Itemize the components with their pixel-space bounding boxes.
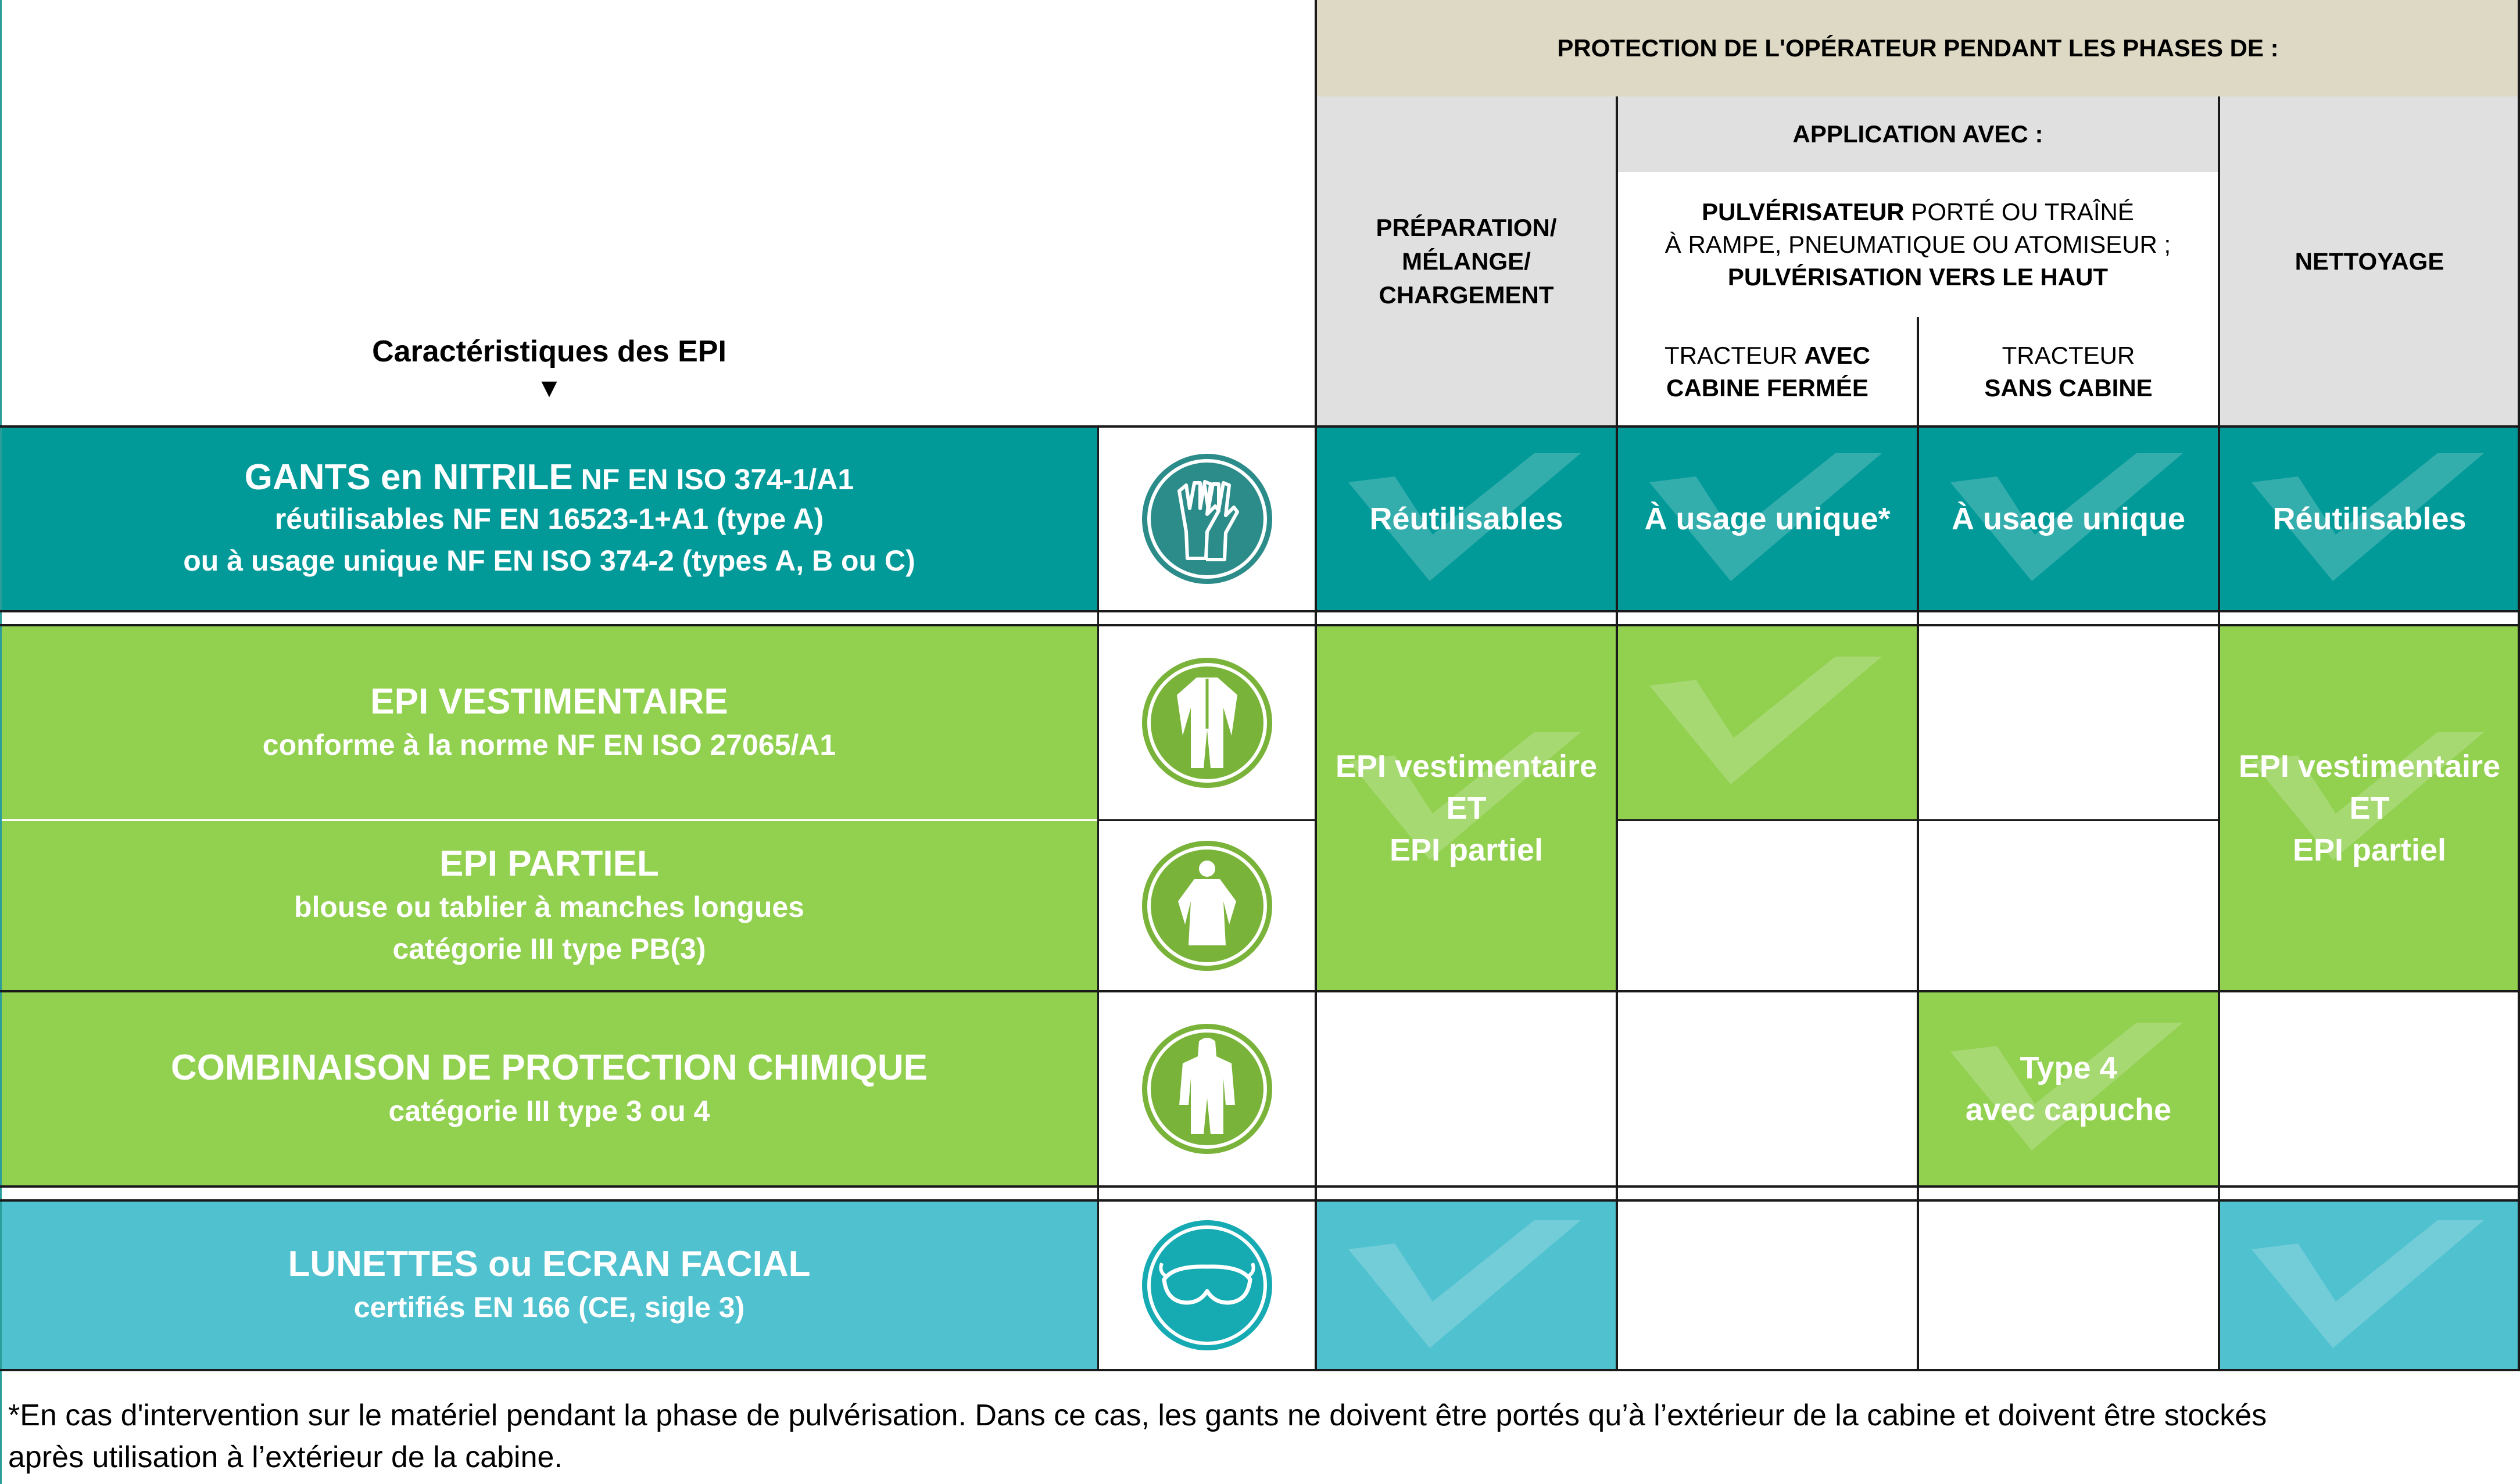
goggles-icon [1139, 1217, 1276, 1354]
grid-line [1315, 0, 1317, 1371]
vestimentaire-title-line-2: conforme à la norme NF EN ISO 27065/A1 [262, 729, 836, 761]
gants-tracteur-avec-text: À usage unique* [1644, 501, 1891, 536]
combinaison-icon-cell [1098, 991, 1316, 1187]
pulverisateur-line-1-bold: PULVÉRISATEUR [1702, 198, 1905, 225]
grid-line [0, 1199, 2520, 1202]
tracteur-avec-line-1 [1665, 339, 1870, 372]
gants-title-line-3: ou à usage unique NF EN ISO 374-2 (types A, B ou C) [183, 544, 915, 577]
combinaison-cell-line-1: Type 4 [2020, 1051, 2117, 1085]
merged-nettoyage-line-3: EPI partiel [2292, 833, 2447, 868]
lunettes-title-line-2: certifiés EN 166 (CE, sigle 3) [353, 1291, 745, 1324]
vestimentaire-icon-cell [1098, 625, 1316, 820]
gants-nettoyage-cell [2219, 426, 2520, 611]
merged-preparation-line-2: ET [1446, 791, 1487, 826]
preparation-line-2: MÉLANGE/ [1402, 248, 1531, 275]
top-banner-text: PROTECTION DE L'OPÉRATEUR PENDANT LES PHASES DE : [1557, 34, 2279, 62]
grid-line [2218, 96, 2220, 1371]
gants-title-norm: NF EN ISO 374-1/A1 [572, 463, 854, 496]
gants-preparation-cell [1316, 426, 1617, 611]
combinaison-title-line-1: COMBINAISON DE PROTECTION CHIMIQUE [170, 1048, 928, 1088]
merged-preparation-line-3: EPI partiel [1389, 833, 1544, 868]
grid-line [0, 1369, 2520, 1371]
nettoyage-text: NETTOYAGE [2295, 248, 2444, 275]
lunettes-title-line-1: LUNETTES ou ECRAN FACIAL [288, 1244, 811, 1284]
down-arrow-icon: ▼ [536, 372, 563, 403]
hooded-suit-icon [1139, 1020, 1276, 1157]
pulverisateur-line-2: À RAMPE, PNEUMATIQUE OU ATOMISEUR ; [1665, 231, 2171, 258]
caracteristiques-label [0, 322, 1098, 415]
tracteur-avec-line-2: CABINE FERMÉE [1666, 374, 1868, 402]
tracteur-avec-line-1-bold: AVEC [1804, 342, 1870, 369]
application-avec-text: APPLICATION AVEC : [1792, 120, 2043, 148]
tracteur-sans-header [1918, 317, 2219, 426]
top-banner [1316, 0, 2520, 96]
tracteur-sans-line-2: SANS CABINE [1984, 374, 2153, 402]
separator-line [0, 819, 1098, 821]
gants-nettoyage-text: Réutilisables [2272, 501, 2467, 536]
merged-nettoyage-cell [2219, 625, 2520, 991]
vestimentaire-title-line-1: EPI VESTIMENTAIRE [370, 682, 728, 722]
pulverisateur-line-3: PULVÉRISATION VERS LE HAUT [1727, 263, 2109, 291]
gants-title-big: GANTS en NITRILE [244, 457, 573, 497]
tracteur-sans-line-1: TRACTEUR [2002, 342, 2135, 369]
grid-line [1098, 819, 1316, 821]
nettoyage-header [2219, 96, 2520, 426]
gants-preparation-text: Réutilisables [1369, 501, 1563, 536]
footnote [8, 1395, 2507, 1478]
partiel-icon-cell [1098, 820, 1316, 991]
partiel-title-line-1: EPI PARTIEL [439, 844, 659, 884]
merged-preparation-cell [1316, 625, 1617, 991]
combinaison-sans-cabine-cell [1918, 991, 2219, 1187]
tracteur-avec-header [1617, 317, 1918, 426]
merged-nettoyage-line-2: ET [2349, 791, 2390, 826]
application-avec-header [1617, 96, 2219, 172]
grid-line [0, 990, 2520, 992]
tracteur-avec-line-1-normal: TRACTEUR [1665, 342, 1805, 369]
partiel-title-line-2: blouse ou tablier à manches longues [294, 891, 804, 923]
lunettes-prep-bg [1316, 1200, 1617, 1370]
footnote-line-2: après utilisation à l’extérieur de la cabine. [8, 1440, 563, 1474]
grid-line [2518, 0, 2520, 1371]
lunettes-nettoyage-bg [2219, 1200, 2520, 1370]
grid-line [0, 1185, 2520, 1188]
vest-tracteur-avec-bg [1617, 625, 1918, 820]
caracteristiques-text: Caractéristiques des EPI [372, 335, 726, 368]
grid-line [0, 0, 2, 1484]
gants-tracteur-sans-cell [1918, 426, 2219, 611]
preparation-header [1316, 96, 1617, 426]
pulverisateur-line-1-rest: PORTÉ OU TRAÎNÉ [1904, 198, 2134, 225]
lunettes-title [0, 1200, 1098, 1370]
grid-line [1617, 819, 2219, 821]
footnote-line-1: *En cas d'intervention sur le matériel pendant la phase de pulvérisation. Dans ce cas, les gants ne doivent être portés qu’à l’extérieur de la cabine et doivent être stockés [8, 1399, 2267, 1432]
vestimentaire-title [0, 625, 1098, 820]
lunettes-icon-cell [1098, 1200, 1316, 1370]
grid-line [1616, 96, 1618, 1371]
grid-line [0, 610, 2520, 612]
grid-line [1097, 426, 1099, 1371]
gants-icon-cell [1098, 426, 1316, 611]
preparation-line-1: PRÉPARATION/ [1376, 214, 1557, 241]
merged-nettoyage-line-1: EPI vestimentaire [2238, 749, 2501, 784]
gants-title-line-1 [245, 457, 854, 498]
gants-tracteur-sans-text: À usage unique [1951, 501, 2186, 536]
pulverisateur-line-1 [1702, 196, 2134, 228]
apron-icon [1139, 837, 1276, 974]
coverall-icon [1139, 654, 1276, 791]
gants-title [0, 426, 1098, 611]
partiel-title-line-3: catégorie III type PB(3) [392, 933, 706, 965]
pulverisateur-header [1617, 172, 2219, 317]
grid-line [0, 425, 2520, 428]
combinaison-cell-line-2: avec capuche [1965, 1092, 2172, 1127]
preparation-line-3: CHARGEMENT [1379, 281, 1554, 309]
grid-line [0, 624, 2520, 626]
merged-preparation-line-1: EPI vestimentaire [1335, 749, 1598, 784]
combinaison-title-line-2: catégorie III type 3 ou 4 [388, 1095, 710, 1127]
combinaison-title [0, 991, 1098, 1187]
gants-title-line-2: réutilisables NF EN 16523-1+A1 (type A) [274, 502, 824, 535]
partiel-title [0, 820, 1098, 991]
gloves-icon [1139, 450, 1276, 587]
gants-tracteur-avec-cell [1617, 426, 1918, 611]
grid-line [1917, 317, 1919, 1371]
